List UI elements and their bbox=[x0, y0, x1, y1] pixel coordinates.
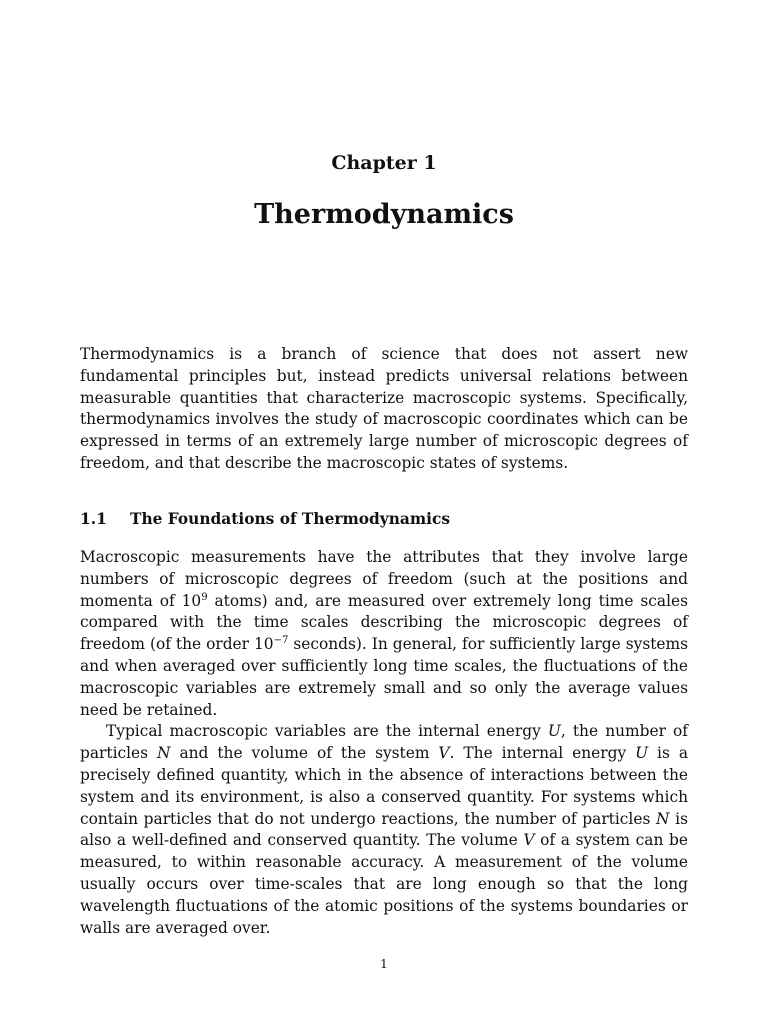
text-run: seconds). In general, for sufficiently large systems and when averaged over sufficiently long time scales, the fluctuations of the macroscopic variables are extremely small and so only the average values need be retained. bbox=[80, 635, 688, 719]
text-run: atoms) and, are measured over extremely long time scales compared with the time scales describing the microscopic degrees of freedom (of the order 10 bbox=[80, 591, 688, 654]
math-symbol: U bbox=[635, 744, 649, 763]
section-heading bbox=[80, 508, 688, 530]
text-run: Macroscopic measurements have the attributes that they involve large numbers of microscopic degrees of freedom (such at the positions and momenta of 10 bbox=[80, 548, 688, 610]
intro-paragraph: Thermodynamics is a branch of science that does not assert new fundamental principles but, instead predicts universal relations between measurable quantities that characterize macroscopic systems. Specifically, thermodynamics involves the study of macroscopic coordinates which can be expressed in terms of an extremely large number of microscopic degrees of freedom, and that describe the macroscopic states of systems. bbox=[80, 345, 688, 472]
text-run: Typical macroscopic variables are the internal energy bbox=[106, 722, 548, 741]
text-run: and the volume of the system bbox=[170, 744, 439, 763]
section-title: The Foundations of Thermodynamics bbox=[130, 510, 451, 528]
chapter-title: Thermodynamics bbox=[254, 199, 514, 230]
math-symbol: U bbox=[547, 722, 561, 741]
page-number: 1 bbox=[380, 957, 388, 971]
section-paragraph-1 bbox=[80, 547, 688, 721]
superscript: −7 bbox=[273, 635, 289, 647]
superscript: 9 bbox=[201, 591, 208, 603]
math-symbol: N bbox=[656, 809, 670, 828]
section-body bbox=[80, 547, 688, 939]
text-run: of a system can be measured, to within reasonable accuracy. A measurement of the volume usually occurs over time-scales that are long enough so that the long wavelength fluctuations of the atomic positions of the systems boundaries or walls are averaged over. bbox=[80, 831, 688, 937]
text-run: is also a well-defined and conserved quantity. The volume bbox=[80, 809, 689, 850]
math-symbol: V bbox=[438, 744, 450, 763]
text-run: is a precisely defined quantity, which in the absence of interactions between the system and its environment, is also a conserved quantity. For systems which contain particles that do not undergo reactions, the number of particles bbox=[80, 744, 689, 828]
text-run: . The internal energy bbox=[449, 744, 636, 763]
math-symbol: V bbox=[523, 831, 535, 850]
text-run: , the number of particles bbox=[80, 722, 688, 763]
chapter-label: Chapter 1 bbox=[331, 152, 437, 174]
section-number: 1.1 bbox=[80, 510, 107, 528]
math-symbol: N bbox=[157, 744, 171, 763]
section-paragraph-2 bbox=[80, 721, 688, 939]
